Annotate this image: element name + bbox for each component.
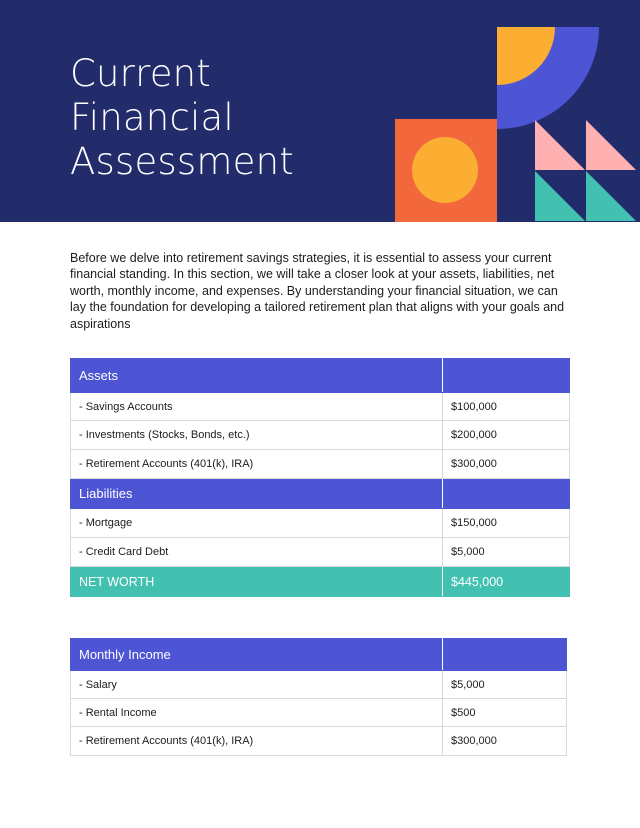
table-row — [71, 509, 570, 538]
row-value: $5,000 — [443, 538, 570, 567]
row-value: $100,000 — [443, 393, 570, 421]
row-label: - Salary — [71, 671, 443, 699]
row-label: - Mortgage — [71, 509, 443, 538]
intro-paragraph: Before we delve into retirement savings strategies, it is essential to assess your current financial standing. In this section, we will take a closer look at your assets, liabilities, net worth, monthly income, and expenses. By understanding your financial situation, we can lay the foundation for developing a tailored retirement plan that aligns with your goals and aspirations — [70, 251, 565, 331]
table-section-header — [71, 359, 570, 393]
header-empty-cell — [443, 479, 570, 509]
table-row — [71, 727, 567, 756]
row-label: - Retirement Accounts (401(k), IRA) — [71, 727, 443, 756]
table-row — [71, 699, 567, 727]
row-label: - Savings Accounts — [71, 393, 443, 421]
row-value: $300,000 — [443, 450, 570, 479]
row-value: $5,000 — [443, 671, 567, 699]
teal-triangle-right-shape — [586, 171, 636, 221]
row-label: - Investments (Stocks, Bonds, etc.) — [71, 421, 443, 450]
table-section-header — [71, 639, 567, 671]
row-value: $200,000 — [443, 421, 570, 450]
table-section-header — [71, 479, 570, 509]
table-row — [71, 538, 570, 567]
row-label: - Retirement Accounts (401(k), IRA) — [71, 450, 443, 479]
header-banner — [0, 0, 640, 222]
title-line-2: Financial — [70, 96, 234, 139]
row-label: - Credit Card Debt — [71, 538, 443, 567]
pink-triangle-left-shape — [535, 120, 585, 170]
title-line-3: Assessment — [70, 140, 294, 183]
title-line-1: Current — [70, 52, 212, 95]
table-row — [71, 421, 570, 450]
pink-triangle-right-shape — [586, 120, 636, 170]
geometric-decoration — [0, 0, 640, 222]
assets-header: Assets — [71, 359, 443, 393]
header-empty-cell — [443, 639, 567, 671]
row-label: - Rental Income — [71, 699, 443, 727]
teal-triangle-left-shape — [535, 171, 585, 221]
net-worth-table — [70, 358, 570, 597]
table-row — [71, 671, 567, 699]
net-worth-label: NET WORTH — [71, 567, 443, 597]
header-empty-cell — [443, 359, 570, 393]
net-worth-row — [71, 567, 570, 597]
table-row — [71, 393, 570, 421]
row-value: $150,000 — [443, 509, 570, 538]
row-value: $500 — [443, 699, 567, 727]
yellow-circle-shape — [412, 137, 478, 203]
table-row — [71, 450, 570, 479]
liabilities-header: Liabilities — [71, 479, 443, 509]
monthly-income-header: Monthly Income — [71, 639, 443, 671]
net-worth-value: $445,000 — [443, 567, 570, 597]
row-value: $300,000 — [443, 727, 567, 756]
monthly-income-table — [70, 638, 567, 756]
